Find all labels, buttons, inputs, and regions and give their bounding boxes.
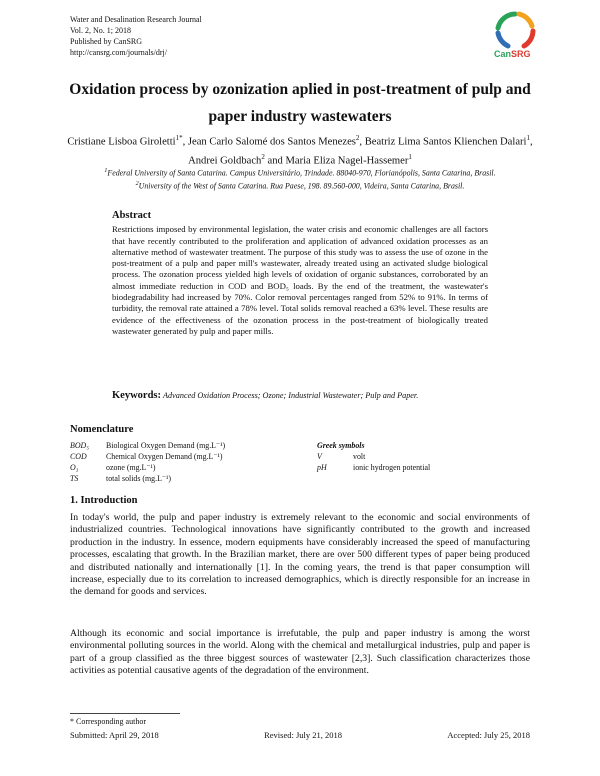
journal-volume: Vol. 2, No. 1; 2018 [70,26,131,35]
nomenclature-heading: Nomenclature [70,424,134,435]
nomenclature-row: pH ionic hydrogen potential [317,463,431,472]
authors: Cristiane Lisboa Giroletti$^{1*}$, Jean Carlo Salomé dos Santos Menezes$^2$, Beatriz Lima Santos Klienchen Dalari$^1$, Andrei Goldbach$^2$ and Maria Eliza Nagel-Hassemer$^1$ [67,134,533,167]
author-name: Maria Eliza Nagel-Hassemer [285,155,409,167]
footnote-divider [70,713,180,714]
author-affiliation-mark: 1 [526,134,530,142]
author-name: Jean Carlo Salomé dos Santos Menezes [187,136,356,148]
abstract-heading: Abstract [112,210,152,221]
revised-date: Revised: July 21, 2018 [264,730,343,740]
journal-url[interactable]: http://cansrg.com/journals/drj/ [70,48,167,57]
nomenclature-row: TS total solids (mg.L⁻¹) [70,474,172,483]
logo-arc-green [498,14,515,28]
nomenclature-row: COD Chemical Oxygen Demand (mg.L⁻¹) [70,452,223,461]
logo-arc-red [524,31,533,46]
submitted-date: Submitted: April 29, 2018 [70,730,159,740]
affiliations [75,166,525,191]
nomenclature-right [317,440,430,473]
footnote: * Corresponding author [70,717,146,726]
keywords-label: Keywords: [112,390,161,401]
author-affiliation-mark: 1 [408,152,412,161]
author-name: Beatriz Lima Santos Klienchen Dalari [364,136,527,148]
paper-title: Oxidation process by ozonization aplied in post-treatment of pulp and paper industry wastewaters [69,81,531,125]
author-affiliation-mark: 2 [261,152,265,161]
logo-arc-orange [519,14,532,26]
intro-paragraph-2: Although its economic and social importance is irrefutable, the pulp and paper industry is among the worst environmental polluting sources in the world. Along with the chemical and metallurgical industries, pulp and paper is part of a group classified as the three biggest sources of wastewater [2,3]. Such classification characterizes those activities as potential causative agents of the degradation of the environment. [70,628,530,677]
author-name: Cristiane Lisboa Giroletti [67,136,176,148]
author-affiliation-mark: 2 [355,134,360,142]
author-affiliation-mark: 1* [175,134,183,142]
logo-arc-blue [498,33,508,46]
affiliation: $^2$University of the West of Santa Catarina. Rua Paese, 198. 89.560-000, Videira, Santa Catarina, Brasil. [135,180,465,191]
abstract-text: Restrictions imposed by environmental legislation, the water crisis and economic challenges are all factors that have recently contributed to the proliferation and application of advanced oxidation processes as an alternative method of wastewater treatment. The purpose of this study was to assess the use of ozone in the post-treatment of a pulp and paper mill's wastewater, already treated using an activated sludge biological process. The ozonation process yielded high levels of oxidation of organic substances, corroborated by an almost immediate reduction in COD and BOD₅ loads. By the end of the treatment, the wastewater's biodegradability had increased by 70%. Color removal percentages ranged from 52% to 91%. In terms of turbidity, the removal rate attained a 78% level. Total solids removal reached a 63% level. These results are evidence of the effectiveness of the ozonation process in the post-treatment of biologically treated wastewater generated by pulp and paper mills. [112,224,488,336]
abstract [112,210,488,337]
nomenclature-row: O₃ ozone (mg.L⁻¹) [70,463,156,472]
intro-paragraph-1: In today's world, the pulp and paper industry is extremely relevant to the economic and social environments of industrialized countries. Technological innovations have significantly contributed to the growth and increased production in the industry. In essence, modern equipments have considerably increased the speed of manufacturing processes, escalating that growth. In the Brazilian market, there are over 500 different types of paper being produced and distributed nationally and internationally [1]. In the coming years, the trend is that paper consumption will increase, especially due to its correlation to increased demographics, which is directly responsible for an increase in the demand for goods and services. [70,512,530,598]
keywords [112,390,488,401]
affiliation: $^1$Federal University of Santa Catarina. Campus Universitário, Trindade. 88040-970, Florianópolis, Santa Catarina, Brasil. [104,168,496,178]
nomenclature-left [70,440,225,484]
journal-name: Water and Desalination Research Journal [70,15,202,24]
journal-publisher: Published by CanSRG [70,37,143,46]
journal-info [70,14,202,58]
keywords-text: Advanced Oxidation Process; Ozone; Industrial Wastewater; Pulp and Paper. [163,391,419,400]
dates-footer [70,730,530,740]
intro-heading: 1. Introduction [70,495,138,506]
accepted-date: Accepted: July 25, 2018 [447,730,530,740]
author-name: Andrei Goldbach [188,155,262,167]
greek-symbols-heading: Greek symbols [317,441,365,450]
logo-text: CanSRG [494,49,531,59]
nomenclature-row: V volt [317,452,366,461]
nomenclature-row: BOD₅ Biological Oxygen Demand (mg.L⁻¹) [70,441,226,450]
